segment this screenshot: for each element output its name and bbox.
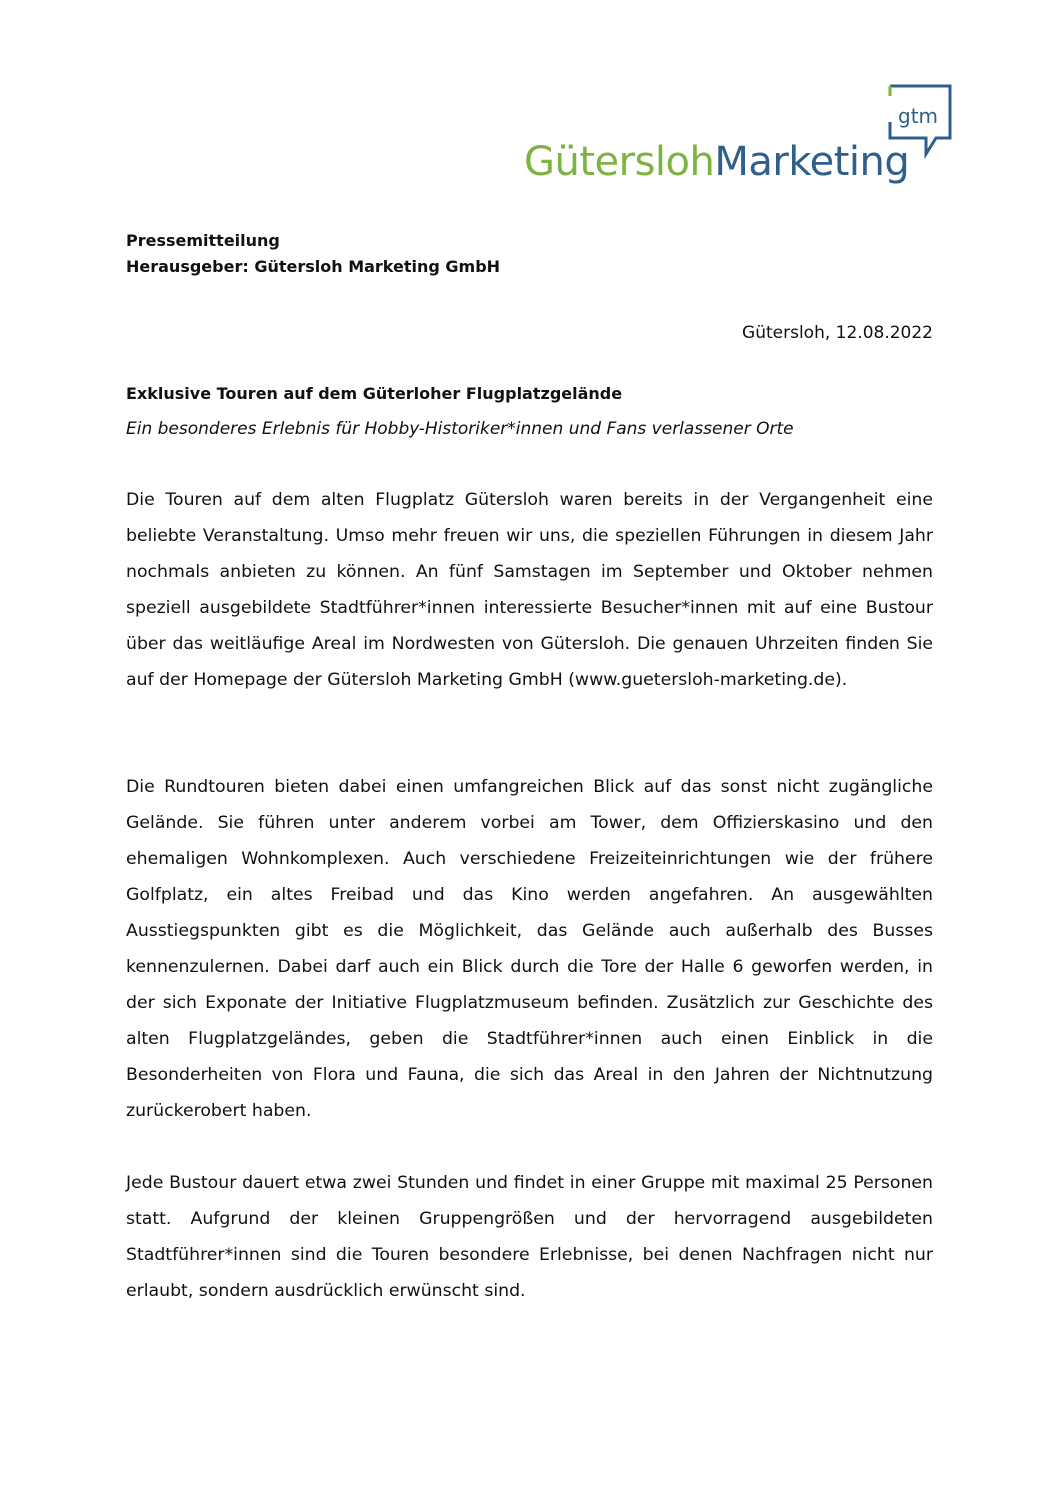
logo-wordmark (524, 139, 910, 185)
press-header (126, 228, 933, 280)
body-paragraph-3: Jede Bustour dauert etwa zwei Stunden und findet in einer Gruppe mit maximal 25 Personen statt. Aufgrund der kleinen Gruppengrößen und der hervorragend ausgebildeten Stadtführer*innen sind die Touren besondere Erlebnisse, bei denen Nachfragen nicht nur erlaubt, sondern ausdrücklich erwünscht sind. (126, 1173, 933, 1301)
body-paragraph-2: Die Rundtouren bieten dabei einen umfangreichen Blick auf das sonst nicht zugängliche Gelände. Sie führen unter anderem vorbei am Tower, dem Offizierskasino und den ehemaligen Wohnkomplexen. Auch verschiedene Freizeiteinrichtungen wie der frühere Golfplatz, ein altes Freibad und das Kino werden angefahren. An ausgewählten Ausstiegspunkten gibt es die Möglichkeit, das Gelände auch außerhalb des Busses kennenzulernen. Dabei darf auch ein Blick durch die Tore der Halle 6 geworfen werden, in der sich Exponate der Initiative Flugplatzmuseum befinden. Zusätzlich zur Geschichte des alten Flugplatzgeländes, geben die Stadtführer*innen auch einen Einblick in die Besonderheiten von Flora und Fauna, die sich das Areal in den Jahren der Nichtnutzung zurückerobert haben. (126, 777, 933, 1121)
logo-wordmark-marketing: Marketing (714, 139, 910, 185)
logo-abbreviation: gtm (898, 104, 939, 128)
place-and-date: Gütersloh, 12.08.2022 (742, 323, 933, 343)
body-paragraph-1: Die Touren auf dem alten Flugplatz Gütersloh waren bereits in der Vergangenheit eine beliebte Veranstaltung. Umso mehr freuen wir uns, die speziellen Führungen in diesem Jahr nochmals anbieten zu können. An fünf Samstagen im September und Oktober nehmen speziell ausgebildete Stadtführer*innen interessierte Besucher*innen mit auf eine Bustour über das weitläufige Areal im Nordwesten von Gütersloh. Die genauen Uhrzeiten finden Sie auf der Homepage der Gütersloh Marketing GmbH (www.guetersloh-marketing.de). (126, 490, 933, 690)
guetersloh-marketing-logo (520, 80, 960, 200)
document-type: Pressemitteilung (126, 231, 280, 250)
headline: Exklusive Touren auf dem Güterloher Flugplatzgelände (126, 384, 623, 403)
publisher-line: Herausgeber: Gütersloh Marketing GmbH (126, 257, 501, 276)
subheadline: Ein besonderes Erlebnis für Hobby-Historiker*innen und Fans verlassener Orte (126, 419, 794, 439)
logo-wordmark-guetersloh: Gütersloh (524, 139, 715, 185)
